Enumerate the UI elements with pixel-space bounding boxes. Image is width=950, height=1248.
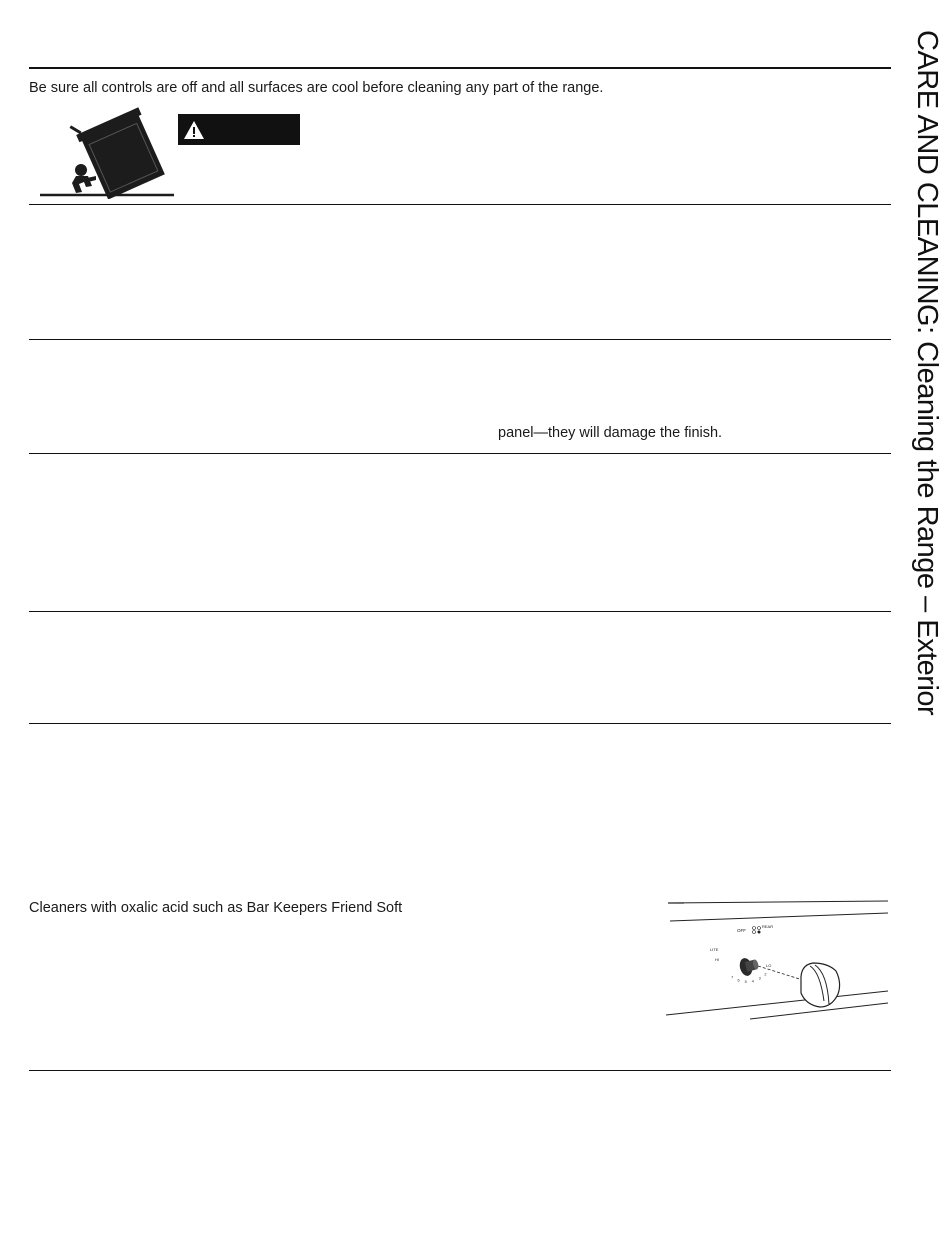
knob-dial-number: 4 <box>751 979 754 984</box>
top-rule <box>29 67 891 69</box>
knob-label-hi: HI <box>715 957 719 962</box>
knob-dial-number: 6 <box>737 978 740 983</box>
panel-finish-text: panel—they will damage the finish. <box>498 425 723 441</box>
section-divider <box>29 204 891 205</box>
oxalic-acid-text: Cleaners with oxalic acid such as Bar Keepers Friend Soft <box>29 900 403 916</box>
knob-label-lo: LO <box>766 963 772 968</box>
intro-text: Be sure all controls are off and all surfaces are cool before cleaning any part of the range. <box>29 80 604 96</box>
side-section-title <box>907 30 947 752</box>
knob-dial-number: 2 <box>764 972 767 977</box>
knob-label-lite: LITE <box>710 947 719 952</box>
side-title-text: CARE AND CLEANING: Cleaning the Range – Exterior <box>911 30 943 716</box>
knob-dial-number: 5 <box>744 980 747 984</box>
knob-dial-number: 7 <box>731 975 734 980</box>
section-divider <box>29 611 891 612</box>
knob-label-rear: REAR <box>762 924 774 929</box>
warning-triangle-icon <box>183 120 205 140</box>
warning-label-box <box>178 114 300 145</box>
control-knob-illustration <box>660 897 892 1025</box>
anti-tip-warning-icon <box>38 104 188 199</box>
knob-label-off: OFF <box>737 928 746 933</box>
section-divider <box>29 339 891 340</box>
section-divider <box>29 1070 891 1071</box>
section-divider <box>29 453 891 454</box>
knob-dial-number: 3 <box>758 976 761 981</box>
section-divider <box>29 723 891 724</box>
